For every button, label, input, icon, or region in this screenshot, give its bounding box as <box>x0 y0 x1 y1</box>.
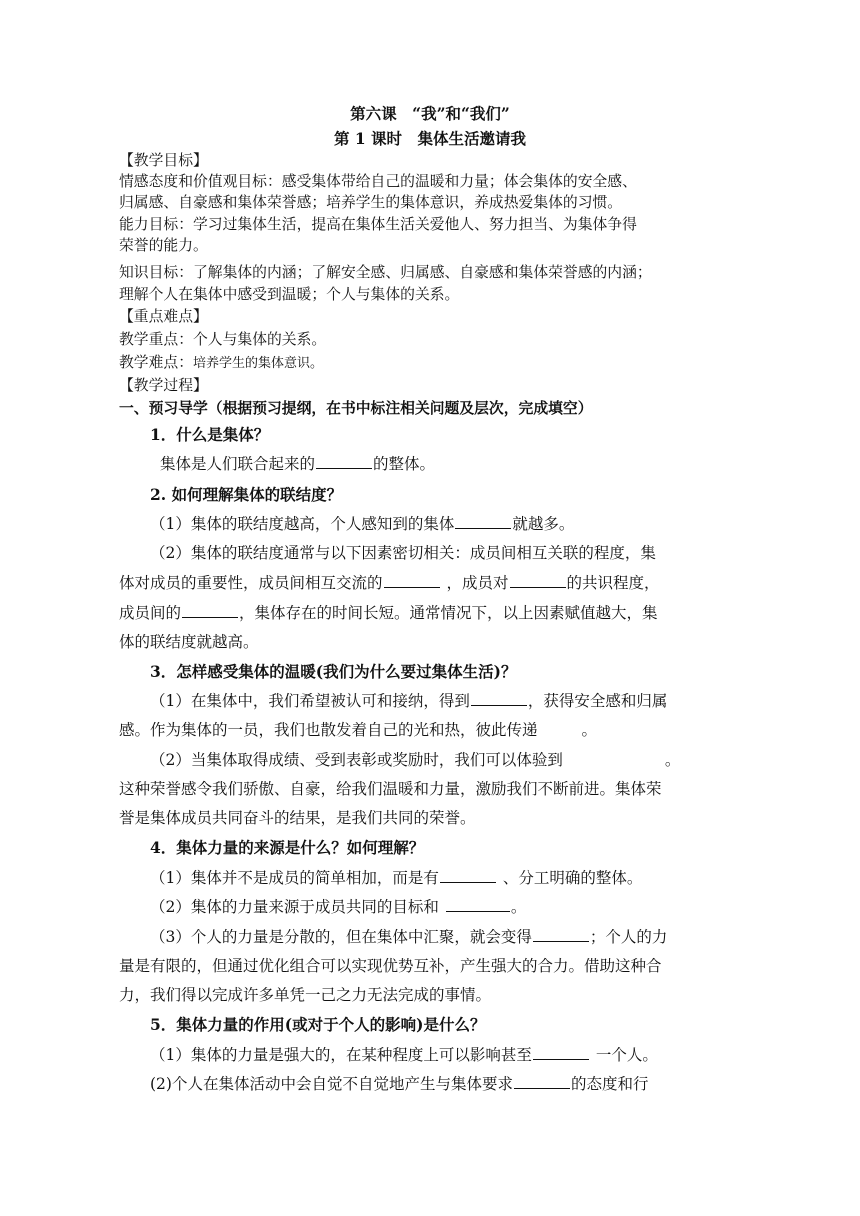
paragraph-line: 量是有限的，但通过优化组合可以实现优势互补，产生强大的合力。借助这种合 <box>119 957 662 975</box>
paragraph-line: （1）在集体中，我们希望被认可和接纳，得到 ，获得安全感和归属 <box>150 692 668 710</box>
fill-blank <box>510 572 566 588</box>
fill-blank <box>455 513 511 529</box>
question-1-answer: 集体是人们联合起来的 的整体。 <box>160 455 436 473</box>
question-5-title: 5．集体力量的作用(或对于个人的影响)是什么？ <box>150 1015 486 1034</box>
paragraph-line: 体对成员的重要性，成员间相互交流的 ，成员对 的共识程度， <box>119 574 660 592</box>
paragraph-line: （1）集体的力量是强大的，在某种程度上可以影响甚至 一个人。 <box>150 1046 658 1064</box>
paragraph-line: 成员间的 ，集体存在的时间长短。通常情况下，以上因素赋值越大，集 <box>119 604 658 622</box>
fill-blank <box>533 926 589 942</box>
focus-label: 教学重点： <box>119 331 193 348</box>
paragraph-line: 感。作为集体的一员，我们也散发着自己的光和热，彼此传递 。 <box>119 721 598 739</box>
objectives-heading: 【教学目标】 <box>119 152 208 169</box>
paragraph-line: （2）集体的联结度通常与以下因素密切相关：成员间相互关联的程度，集 <box>150 544 656 562</box>
teaching-focus <box>119 329 741 350</box>
objective-line: 能力目标：学习过集体生活，提高在集体生活关爱他人、努力担当、为集体争得 <box>119 216 637 233</box>
objective-line: 理解个人在集体中感受到温暖；个人与集体的关系。 <box>119 286 460 303</box>
teaching-difficulty <box>119 352 741 374</box>
paragraph-line: 誉是集体成员共同奋斗的结果，是我们共同的荣誉。 <box>119 809 476 827</box>
fill-blank <box>446 896 510 912</box>
paragraph-line: 这种荣誉感令我们骄傲、自豪，给我们温暖和力量，激励我们不断前进。集体荣 <box>119 780 662 798</box>
lesson-title: 第六课 “我”和“我们” <box>350 104 510 123</box>
paragraph-line: （2）集体的力量来源于成员共同的目标和 。 <box>150 898 527 916</box>
process-heading: 【教学过程】 <box>119 377 208 394</box>
key-points-heading: 【重点难点】 <box>119 308 208 325</box>
paragraph-line: 体的联结度就越高。 <box>119 633 259 651</box>
question-2-title: 2. 如何理解集体的联结度？ <box>150 485 343 504</box>
fill-blank <box>440 867 496 883</box>
paragraph-line: （3）个人的力量是分散的，但在集体中汇聚，就会变得 ；个人的力 <box>150 928 668 946</box>
section-title: 一、预习导学（根据预习提纲，在书中标注相关问题及层次，完成填空） <box>119 400 593 417</box>
fill-blank <box>471 690 527 706</box>
fill-blank <box>384 572 440 588</box>
objective-line: 情感态度和价值观目标：感受集体带给自己的温暖和力量；体会集体的安全感、 <box>119 173 637 190</box>
objective-line: 归属感、自豪感和集体荣誉感；培养学生的集体意识，养成热爱集体的习惯。 <box>119 194 623 211</box>
paragraph-line: (2)个人在集体活动中会自觉不自觉地产生与集体要求 的态度和行 <box>150 1075 649 1093</box>
paragraph-line: （1）集体并不是成员的简单相加，而是有 、分工明确的整体。 <box>150 869 643 887</box>
focus-text: 个人与集体的关系。 <box>193 331 327 348</box>
fill-blank <box>316 453 372 469</box>
difficulty-label: 教学难点： <box>119 354 193 371</box>
paragraph-line: 力，我们得以完成许多单凭一己之力无法完成的事情。 <box>119 986 492 1004</box>
question-3-title: 3．怎样感受集体的温暖(我们为什么要过集体生活)？ <box>150 662 517 681</box>
difficulty-text: 培养学生的集体意识。 <box>193 356 324 371</box>
lesson-subtitle: 第 1 课时 集体生活邀请我 <box>333 129 527 148</box>
paragraph-line: （1）集体的联结度越高，个人感知到的集体 就越多。 <box>150 515 575 533</box>
paragraph-line: （2）当集体取得成绩、受到表彰或奖励时，我们可以体验到 。 <box>150 751 681 769</box>
fill-blank <box>533 1044 589 1060</box>
objective-line: 知识目标：了解集体的内涵；了解安全感、归属感、自豪感和集体荣誉感的内涵； <box>119 264 652 281</box>
question-1-title: 1．什么是集体？ <box>150 425 270 444</box>
objective-line: 荣誉的能力。 <box>119 237 208 254</box>
question-4-title: 4．集体力量的来源是什么？如何理解？ <box>150 838 425 857</box>
fill-blank <box>514 1073 570 1089</box>
fill-blank <box>182 602 238 618</box>
